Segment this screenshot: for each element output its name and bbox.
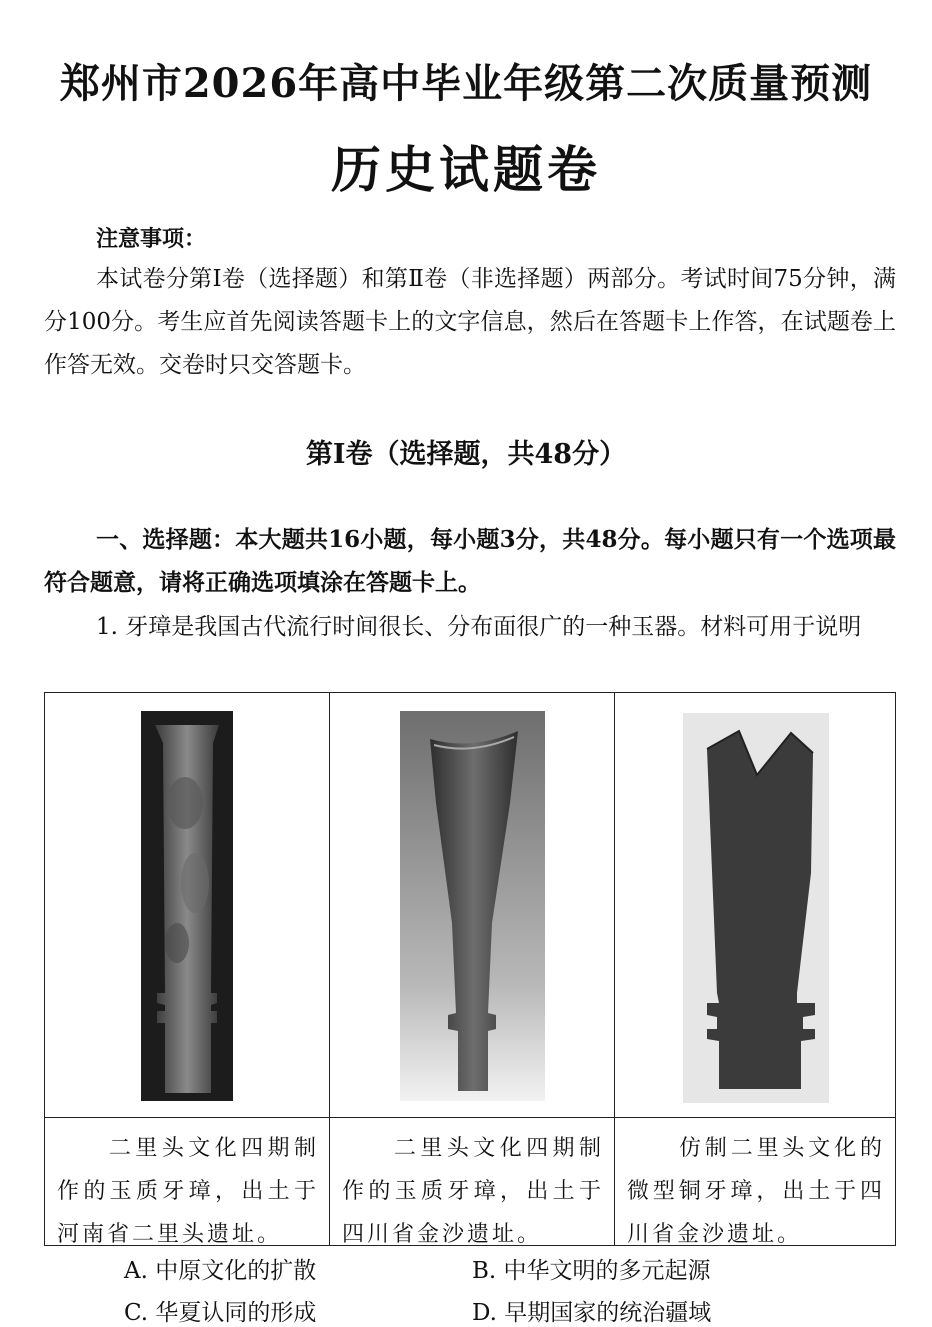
option-a[interactable]: A. 中原文化的扩散 [124, 1258, 317, 1284]
figure-cell-2 [330, 693, 615, 1245]
section-title: 第Ⅰ卷（选择题，共48分） [305, 439, 627, 470]
paper-subtitle: 历史试题卷 [331, 140, 601, 199]
option-d[interactable]: D. 早期国家的统治疆域 [472, 1300, 712, 1326]
jade-yazhang-jinsha-image [330, 693, 614, 1118]
figure-cell-1 [45, 693, 330, 1245]
exam-title: 郑州市2026年高中毕业年级第二次质量预测 [59, 60, 873, 107]
notice-heading: 注意事项： [96, 226, 207, 252]
option-b[interactable]: B. 中华文明的多元起源 [472, 1258, 711, 1284]
figure-caption-2: 二里头文化四期制作的玉质牙璋，出土于四川省金沙遗址。 [342, 1136, 604, 1247]
notice-body: 本试卷分第Ⅰ卷（选择题）和第Ⅱ卷（非选择题）两部分。考试时间75分钟，满分100分。考生应首先阅读答题卡上的文字信息，然后在答题卡上作答，在试题卷上作答无效。交卷时只交答题卡。 [44, 266, 896, 378]
figure-cell-3 [615, 693, 895, 1245]
figure-table [44, 692, 896, 1246]
jade-yazhang-erlitou-image [45, 693, 329, 1118]
question-stem: 1. 牙璋是我国古代流行时间很长、分布面很广的一种玉器。材料可用于说明 [96, 614, 862, 640]
section-instructions: 一、选择题：本大题共16小题，每小题3分，共48分。每小题只有一个选项最符合题意，请将正确选项填涂在答题卡上。 [44, 526, 896, 596]
bronze-yazhang-jinsha-image [615, 693, 895, 1118]
figure-caption-1: 二里头文化四期制作的玉质牙璋，出土于河南省二里头遗址。 [57, 1136, 319, 1247]
option-c[interactable]: C. 华夏认同的形成 [124, 1300, 317, 1326]
figure-caption-3: 仿制二里头文化的微型铜牙璋，出土于四川省金沙遗址。 [627, 1136, 885, 1247]
